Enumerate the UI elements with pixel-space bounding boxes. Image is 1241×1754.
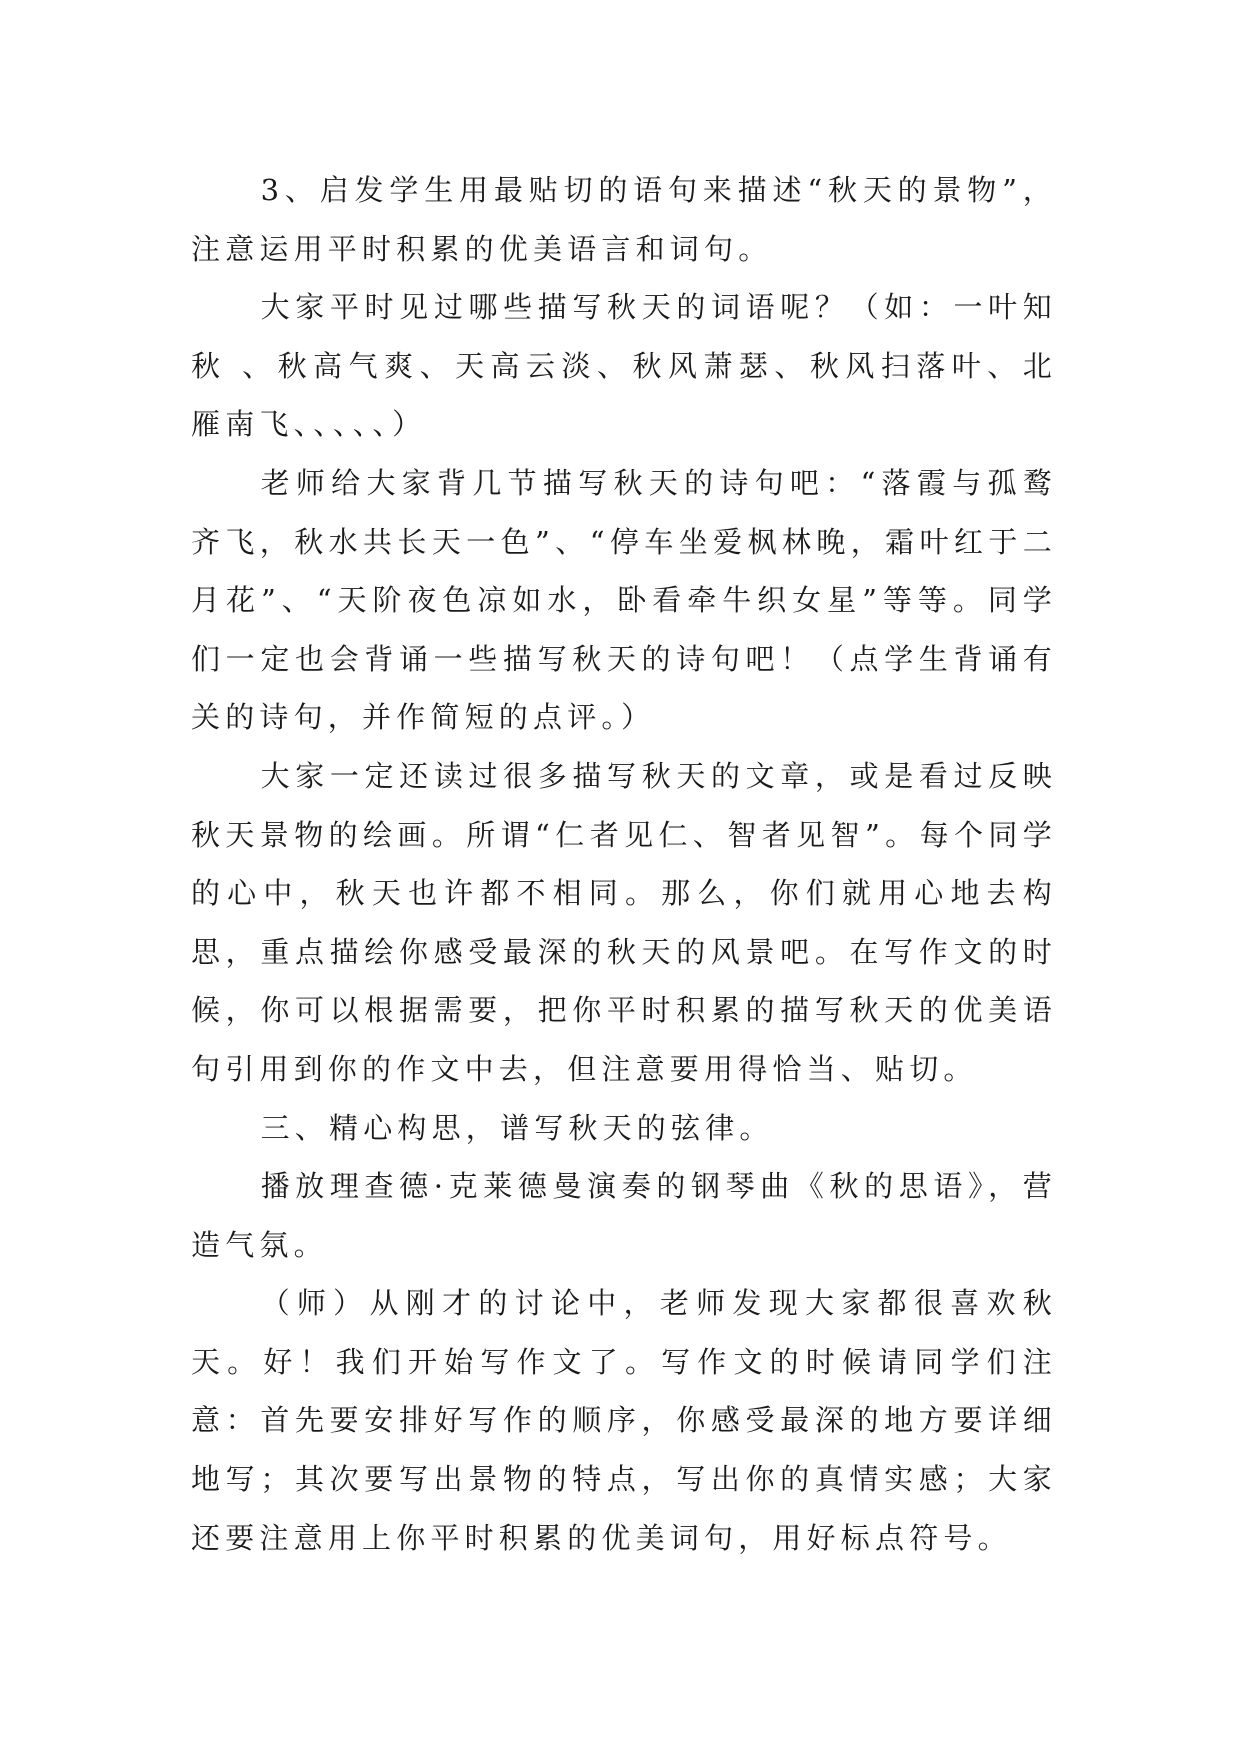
paragraph-teacher-instructions: （师）从刚才的讨论中，老师发现大家都很喜欢秋天。好！我们开始写作文了。写作文的时候请同学们注意：首先要安排好写作的顺序，你感受最深的地方要详细地写；其次要写出景物的特点，写出你的真情实感；大家还要注意用上你平时积累的优美词句，用好标点符号。 xyxy=(191,1286,1057,1555)
paragraph-autumn-poems: 老师给大家背几节描写秋天的诗句吧：“落霞与孤鹜齐飞，秋水共长天一色”、“停车坐爱枫林晚，霜叶红于二月花”、“天阶夜色凉如水，卧看牵牛织女星”等等。同学们一定也会背诵一些描写秋天的诗句吧！（点学生背诵有关的诗句，并作简短的点评。） xyxy=(191,465,1057,735)
paragraph-section-three-heading: 三、精心构思，谱写秋天的弦律。 xyxy=(260,1110,774,1145)
paragraph-autumn-articles: 大家一定还读过很多描写秋天的文章，或是看过反映秋天景物的绘画。所谓“仁者见仁、智者见智”。每个同学的心中，秋天也许都不相同。那么，你们就用心地去构思，重点描绘你感受最深的秋天的风景吧。在写作文的时候，你可以根据需要，把你平时积累的描写秋天的优美语句引用到你的作文中去，但注意要用得恰当、贴切。 xyxy=(191,758,1057,1086)
paragraph-autumn-words: 大家平时见过哪些描写秋天的词语呢？（如：一叶知秋 、秋高气爽、天高云淡、秋风萧瑟、秋风扫落叶、北雁南飞、、、、、） xyxy=(191,290,1057,442)
paragraph-step-3: 3、启发学生用最贴切的语句来描述“秋天的景物”，注意运用平时积累的优美语言和词句。 xyxy=(191,173,1057,266)
document-body xyxy=(191,161,1057,1567)
paragraph-play-music: 播放理查德·克莱德曼演奏的钢琴曲《秋的思语》，营造气氛。 xyxy=(191,1169,1057,1262)
